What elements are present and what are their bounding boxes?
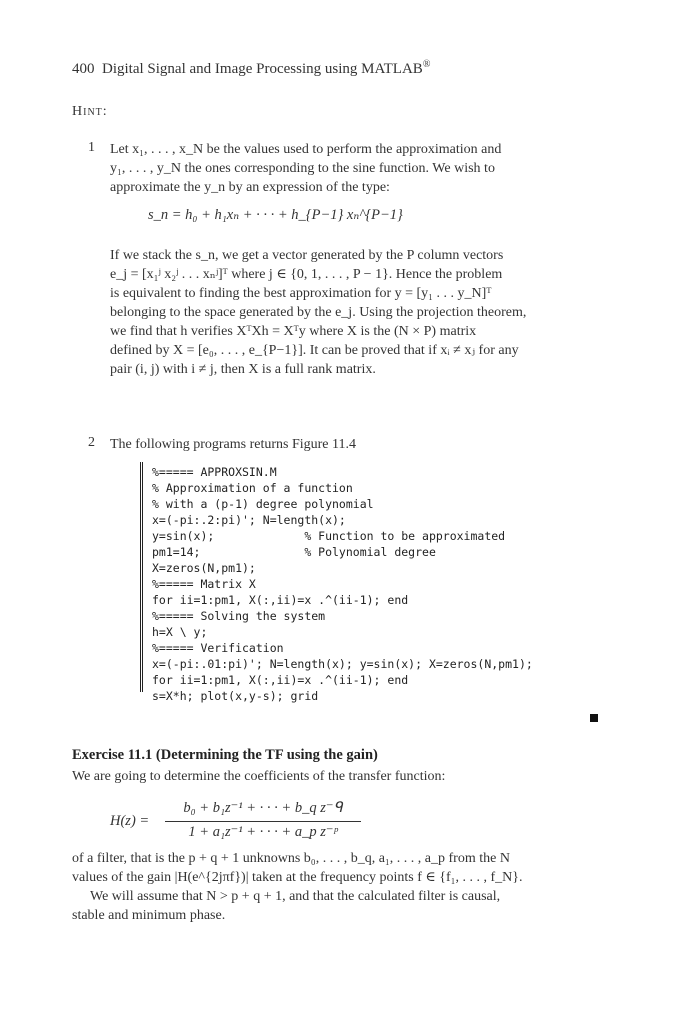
code-line: % with a (p-1) degree polynomial [152,497,374,511]
exercise-title: Exercise 11.1 (Determining the TF using the gain) [72,747,378,763]
exercise-line: stable and minimum phase. [72,908,226,923]
page-header [72,59,430,78]
paragraph-line: is equivalent to finding the best approximation for y = [y₁ . . . y_N]ᵀ [110,286,492,301]
code-line: %===== Solving the system [152,609,326,623]
code-line: y=sin(x); % Function to be approximated [152,529,506,543]
exercise-line: of a filter, that is the p + q + 1 unknowns b₀, . . . , b_q, a₁, . . . , a_p from the N [72,851,510,866]
exercise-line: We will assume that N > p + q + 1, and that the calculated filter is causal, [90,889,501,904]
item1-line: y₁, . . . , y_N the ones corresponding to the sine function. We wish to [110,161,495,176]
item2-text: The following programs returns Figure 11.4 [110,437,356,452]
code-line: x=(-pi:.01:pi)'; N=length(x); y=sin(x); X=zeros(N,pm1); [152,657,533,671]
registered-mark: ® [422,59,431,70]
code-line: x=(-pi:.2:pi)'; N=length(x); [152,513,346,527]
item1-intro [110,140,610,197]
exercise-intro: We are going to determine the coefficients of the transfer function: [72,769,446,784]
item-number-1: 1 [88,140,95,155]
item1-line: Let x₁, . . . , x_N be the values used to perform the approximation and [110,142,502,157]
transfer-function-denominator: 1 + a₁z⁻¹ + · · · + a_p z⁻ᵖ [188,824,338,840]
paragraph-line: we find that h verifies XᵀXh = Xᵀy where X is the (N × P) matrix [110,324,477,339]
item1-line: approximate the y_n by an expression of the type: [110,180,390,195]
hint-label: Hint: [72,104,108,119]
exercise-line: values of the gain |H(e^{2jπf})| taken at the frequency points f ∈ {f₁, . . . , f_N}. [72,870,523,885]
paragraph-line: If we stack the s_n, we get a vector generated by the P column vectors [110,248,504,263]
transfer-function-numerator: b₀ + b₁z⁻¹ + · · · + b_q z⁻ᑫ [183,800,343,816]
paragraph-line: belonging to the space generated by the e_j. Using the projection theorem, [110,305,527,320]
paragraph-line: pair (i, j) with i ≠ j, then X is a full rank matrix. [110,362,376,377]
code-line: %===== Matrix X [152,577,256,591]
code-line: pm1=14; % Polynomial degree [152,545,436,559]
paragraph-line: e_j = [x₁ʲ x₂ʲ . . . xₙʲ]ᵀ where j ∈ {0, 1, . . . , P − 1}. Hence the problem [110,267,503,282]
code-line: X=zeros(N,pm1); [152,561,256,575]
item-number-2: 2 [88,435,95,450]
item1-paragraph [110,246,610,379]
code-line: s=X*h; plot(x,y-s); grid [152,689,319,703]
transfer-function-lhs: H(z) = [110,813,150,829]
code-line: %===== Verification [152,641,284,655]
end-of-proof-square-icon [590,714,598,722]
paragraph-line: defined by X = [e₀, . . . , e_{P−1}]. It can be proved that if xᵢ ≠ xⱼ for any [110,343,519,358]
code-line: % Approximation of a function [152,481,353,495]
approximation-equation: s_n = h₀ + h₁xₙ + · · · + h_{P−1} xₙ^{P−1} [148,207,403,223]
code-listing [140,462,563,703]
book-title: Digital Signal and Image Processing using MATLAB [102,61,423,77]
code-line: %===== APPROXSIN.M [152,465,277,479]
code-line: for ii=1:pm1, X(:,ii)=x .^(ii-1); end [152,673,409,687]
exercise-description [72,849,612,925]
page-number: 400 [72,61,95,77]
code-line: for ii=1:pm1, X(:,ii)=x .^(ii-1); end [152,593,409,607]
fraction-bar [165,821,361,822]
code-line: h=X \ y; [152,625,208,639]
